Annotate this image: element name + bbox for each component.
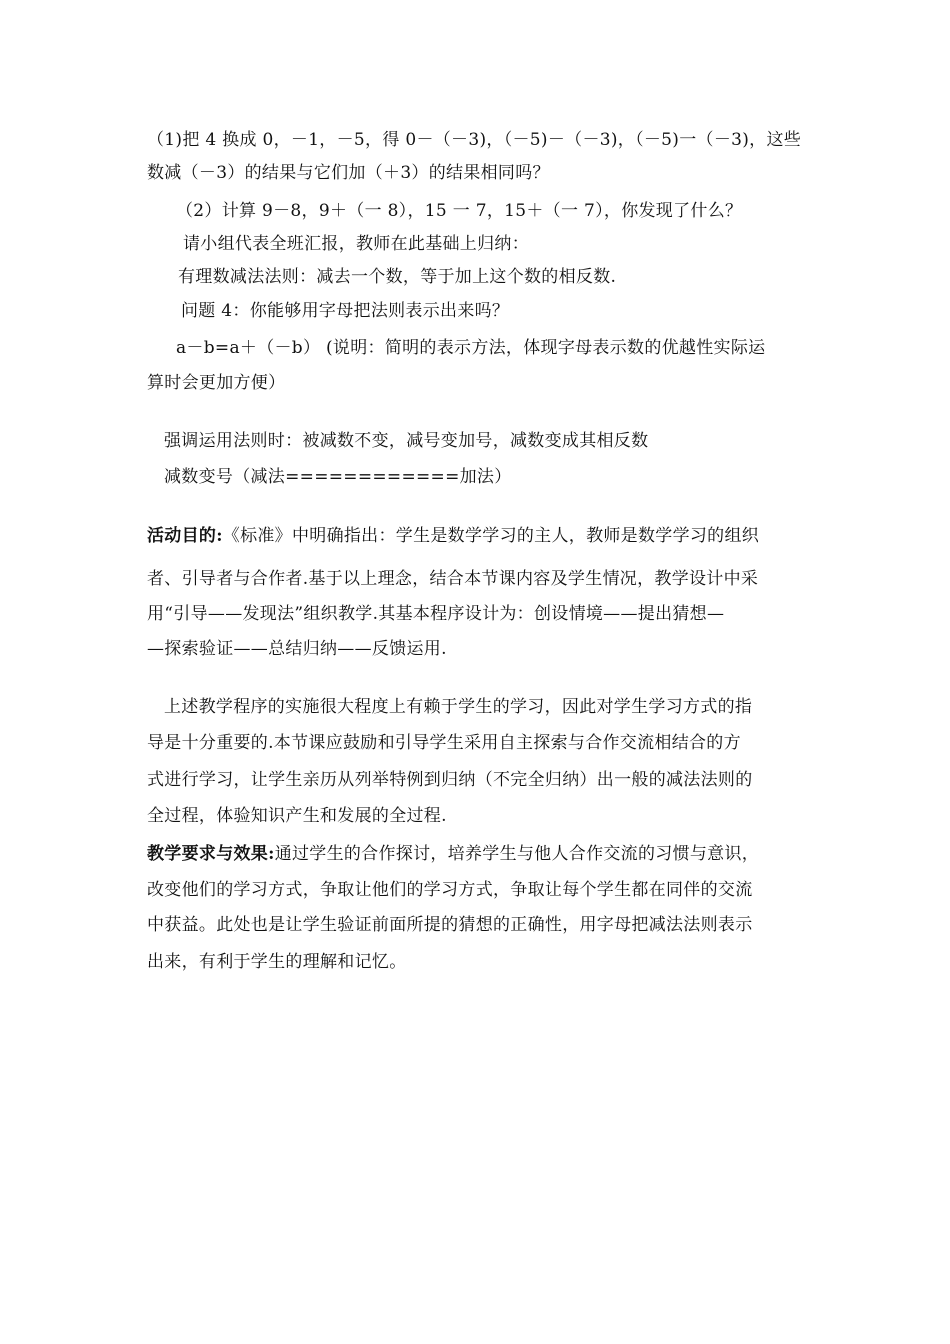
method-paragraph-line-3: 式进行学习，让学生亲历从列举特例到归纳（不完全归纳）出一般的减法法则的	[147, 770, 753, 790]
sign-change-line: 减数变号（减法============加法）	[164, 467, 512, 487]
exercise-2-line: （2）计算 9－8，9＋（一 8），15 一 7，15＋（一 7），你发现了什么？	[176, 201, 743, 221]
teaching-effect-label: 教学要求与效果:	[147, 844, 275, 864]
report-instruction-line: 请小组代表全班汇报，教师在此基础上归纳：	[183, 234, 529, 254]
teaching-effect-line-4: 出来，有利于学生的理解和记忆。	[147, 952, 407, 972]
subtraction-rule-line: 有理数减法法则：减去一个数，等于加上这个数的相反数.	[178, 267, 617, 287]
activity-purpose-line-4: —探索验证——总结归纳——反馈运用.	[147, 639, 447, 659]
exercise-1-line-2: 数减（－3）的结果与它们加（＋3）的结果相同吗？	[147, 163, 550, 183]
method-paragraph-line-2: 导是十分重要的.本节课应鼓励和引导学生采用自主探索与合作交流相结合的方	[147, 733, 741, 753]
exercise-1-line-1: （1)把 4 换成 0，－1，－5，得 0－（－3)，（－5)－（－3)，（－5)一（－3)，这些	[147, 130, 802, 150]
teaching-effect-text-1: 通过学生的合作探讨，培养学生与他人合作交流的习惯与意识，	[274, 844, 760, 864]
activity-purpose-label: 活动目的:	[147, 526, 223, 546]
activity-purpose-line-2: 者、引导者与合作者.基于以上理念，结合本节课内容及学生情况，教学设计中采	[147, 569, 759, 589]
formula-line: a－b=a＋（－b） (说明：简明的表示方法，体现字母表示数的优越性实际运	[176, 338, 766, 358]
question-4-line: 问题 4：你能够用字母把法则表示出来吗？	[181, 301, 510, 321]
activity-purpose-line-3: 用“引导——发现法”组织教学.其基本程序设计为：创设情境——提出猜想—	[147, 604, 725, 624]
method-paragraph-line-1: 上述教学程序的实施很大程度上有赖于学生的学习，因此对学生学习方式的指	[164, 697, 753, 717]
method-paragraph-line-4: 全过程，体验知识产生和发展的全过程.	[147, 806, 447, 826]
teaching-effect-line-1	[147, 843, 759, 865]
activity-purpose-line-1	[147, 525, 759, 547]
formula-note-line: 算时会更加方便）	[147, 373, 286, 393]
teaching-effect-line-2: 改变他们的学习方式，争取让他们的学习方式，争取让每个学生都在同伴的交流	[147, 880, 753, 900]
teaching-effect-line-3: 中获益。此处也是让学生验证前面所提的猜想的正确性，用字母把减法法则表示	[147, 915, 753, 935]
activity-purpose-text-1: 《标准》中明确指出：学生是数学学习的主人，教师是数学学习的组织	[222, 526, 760, 546]
emphasis-line: 强调运用法则时：被减数不变，减号变加号，减数变成其相反数	[164, 431, 649, 451]
